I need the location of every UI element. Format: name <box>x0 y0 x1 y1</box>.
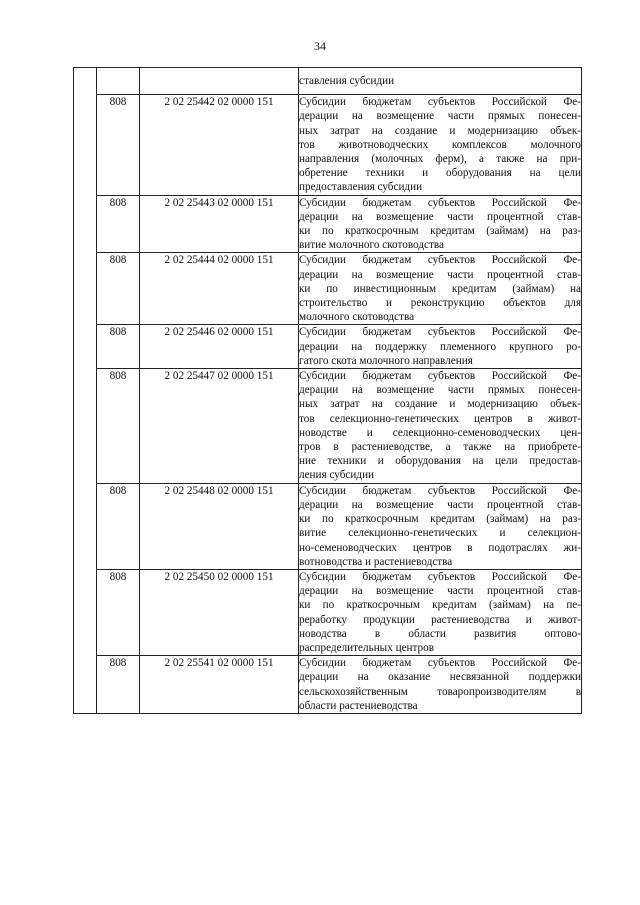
table-row <box>74 569 582 655</box>
admin-code-cell: 808 <box>97 656 140 714</box>
table-left-margin-cell <box>74 68 97 714</box>
budget-code-cell: 2 02 25442 02 0000 151 <box>140 95 299 195</box>
income-description-cell <box>299 569 582 655</box>
description-line: дерации на возмещение части процентной став- <box>299 210 581 223</box>
budget-code-cell: 2 02 25447 02 0000 151 <box>140 369 299 484</box>
description-line: дерации на возмещение части процентной став- <box>299 498 581 511</box>
description-line: Субсидии бюджетам субъектов Российской Фе- <box>299 484 581 497</box>
description-line: Субсидии бюджетам субъектов Российской Фе- <box>299 570 581 583</box>
description-line: дерации на возмещение части прямых понесен- <box>299 384 581 397</box>
description-line: витие селекционно-генетических и селекцион- <box>299 527 581 540</box>
table-row <box>74 95 582 195</box>
description-line: ние техники и оборудования на цели предостав- <box>299 455 581 468</box>
income-description-cell <box>299 68 582 95</box>
description-line: реработку продукции растениеводства и живот- <box>299 613 581 626</box>
description-line: ки по инвестиционным кредитам (займам) на <box>299 282 581 295</box>
description-line: Субсидии бюджетам субъектов Российской Фе- <box>299 254 581 267</box>
budget-code-cell: 2 02 25446 02 0000 151 <box>140 325 299 369</box>
description-line: области растениеводства <box>299 699 418 712</box>
admin-code-cell: 808 <box>97 369 140 484</box>
description-line: направления (молочных ферм), а также на при- <box>299 153 581 166</box>
income-description-cell <box>299 95 582 195</box>
description-line: молочного скотоводства <box>299 311 415 324</box>
table-body <box>74 68 582 714</box>
table-row <box>74 253 582 325</box>
description-line: ки по краткосрочным кредитам (займам) на раз- <box>299 513 581 526</box>
description-line: дерации на возмещение части прямых понесен- <box>299 110 581 123</box>
description-line: дерации на возмещение части процентной став- <box>299 585 581 598</box>
admin-code-cell: 808 <box>97 325 140 369</box>
description-line: вотноводства и растениеводства <box>299 555 453 568</box>
description-line: дерации на поддержку племенного крупного ро- <box>299 340 581 353</box>
description-line: но-семеноводческих центров в подотраслях жи- <box>299 541 581 554</box>
description-line: дерации на оказание несвязанной поддержки <box>299 671 581 684</box>
admin-code-cell: 808 <box>97 569 140 655</box>
description-line: Субсидии бюджетам субъектов Российской Фе- <box>299 370 581 383</box>
table-row <box>74 656 582 714</box>
description-line: строительство и реконструкцию объектов для <box>299 297 581 310</box>
income-description-cell <box>299 656 582 714</box>
description-line: тов животноводческих комплексов молочного <box>299 138 581 151</box>
description-line: ки по краткосрочным кредитам (займам) на пе- <box>299 599 581 612</box>
description-line: гатого скота молочного направления <box>299 354 473 367</box>
description-line: ставления субсидии <box>299 75 395 87</box>
page-number: 34 <box>314 39 326 53</box>
description-line: Субсидии бюджетам субъектов Российской Фе- <box>299 196 581 209</box>
income-description-cell <box>299 195 582 253</box>
admin-code-cell: 808 <box>97 95 140 195</box>
income-description-cell <box>299 483 582 569</box>
table-row-continuation <box>74 68 582 95</box>
table-row <box>74 369 582 484</box>
income-description-cell <box>299 253 582 325</box>
budget-code-cell <box>140 68 299 95</box>
description-line: ки по краткосрочным кредитам (займам) на раз- <box>299 225 581 238</box>
description-line: ных затрат на создание и модернизацию объек- <box>299 398 581 411</box>
description-line: новодства в области развития оптово- <box>299 627 581 640</box>
admin-code-cell: 808 <box>97 253 140 325</box>
description-line: ления субсидии <box>299 469 375 482</box>
description-line: ных затрат на создание и модернизацию объек- <box>299 124 581 137</box>
description-line: тов селекционно-генетических центров в живот- <box>299 412 581 425</box>
description-line: предоставления субсидии <box>299 181 423 194</box>
budget-code-cell: 2 02 25444 02 0000 151 <box>140 253 299 325</box>
description-line: дерации на возмещение части процентной став- <box>299 268 581 281</box>
description-line: витие молочного скотоводства <box>299 239 444 252</box>
budget-code-cell: 2 02 25448 02 0000 151 <box>140 483 299 569</box>
budget-classification-table <box>73 67 582 714</box>
income-description-cell <box>299 325 582 369</box>
admin-code-cell: 808 <box>97 483 140 569</box>
description-line: новодстве и селекционно-семеноводческих цен- <box>299 426 581 439</box>
admin-code-cell: 808 <box>97 195 140 253</box>
budget-code-cell: 2 02 25541 02 0000 151 <box>140 656 299 714</box>
budget-code-cell: 2 02 25450 02 0000 151 <box>140 569 299 655</box>
income-description-cell <box>299 369 582 484</box>
description-line: тров в растениеводстве, а также на приобрете- <box>299 441 581 454</box>
description-line: распределительных центров <box>299 641 435 654</box>
table-row <box>74 483 582 569</box>
table-row <box>74 195 582 253</box>
description-line: обретение техники и оборудования на цели <box>299 167 581 180</box>
budget-code-cell: 2 02 25443 02 0000 151 <box>140 195 299 253</box>
description-line: сельскохозяйственным товаропроизводителям в <box>299 685 581 698</box>
description-line: Субсидии бюджетам субъектов Российской Фе- <box>299 657 581 670</box>
table-row <box>74 325 582 369</box>
admin-code-cell <box>97 68 140 95</box>
description-line: Субсидии бюджетам субъектов Российской Фе- <box>299 96 581 109</box>
description-line: Субсидии бюджетам субъектов Российской Фе- <box>299 326 581 339</box>
